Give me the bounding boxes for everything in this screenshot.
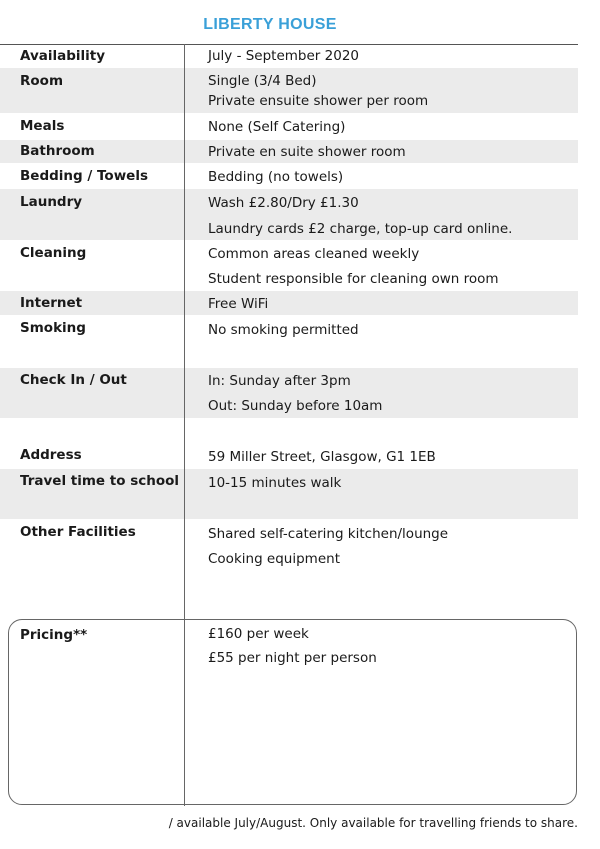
room-label: Room xyxy=(20,73,64,89)
pricing-label: Pricing** xyxy=(20,627,88,643)
meals-label: Meals xyxy=(20,118,65,134)
internet-value: Free WiFi xyxy=(208,296,269,312)
laundry-value-2: Laundry cards £2 charge, top-up card online. xyxy=(208,221,513,237)
meals-value: None (Self Catering) xyxy=(208,119,346,135)
row-cleaning xyxy=(0,240,578,291)
row-bedding xyxy=(0,163,578,189)
facilities-value-2: Cooking equipment xyxy=(208,551,340,567)
checkin-value-1: In: Sunday after 3pm xyxy=(208,373,351,389)
address-label: Address xyxy=(20,447,82,463)
row-facilities xyxy=(0,519,578,619)
facilities-label: Other Facilities xyxy=(20,524,136,540)
pricing-value-1: £160 per week xyxy=(208,626,309,642)
availability-label: Availability xyxy=(20,48,106,64)
row-bathroom xyxy=(0,140,578,163)
row-internet xyxy=(0,291,578,315)
availability-value: July - September 2020 xyxy=(208,48,359,64)
travel-value: 10-15 minutes walk xyxy=(208,475,342,491)
row-availability xyxy=(0,45,578,68)
row-address xyxy=(0,418,578,469)
cleaning-label: Cleaning xyxy=(20,245,87,261)
cleaning-value-2: Student responsible for cleaning own room xyxy=(208,271,499,287)
cleaning-value-1: Common areas cleaned weekly xyxy=(208,246,420,262)
checkin-value-2: Out: Sunday before 10am xyxy=(208,398,383,414)
internet-label: Internet xyxy=(20,295,83,311)
row-meals xyxy=(0,113,578,140)
smoking-value: No smoking permitted xyxy=(208,322,359,338)
pricing-box xyxy=(8,619,577,805)
footnote: / available July/August. Only available for travelling friends to share. xyxy=(168,816,578,830)
travel-label: Travel time to school xyxy=(20,473,180,489)
pricing-value-2: £55 per night per person xyxy=(208,650,377,666)
smoking-label: Smoking xyxy=(20,320,86,336)
checkin-label: Check In / Out xyxy=(20,372,127,388)
page-title: LIBERTY HOUSE xyxy=(203,16,337,33)
room-value-1: Single (3/4 Bed) xyxy=(208,73,317,89)
row-room xyxy=(0,68,578,113)
address-value: 59 Miller Street, Glasgow, G1 1EB xyxy=(208,449,436,465)
facilities-value-1: Shared self-catering kitchen/lounge xyxy=(208,526,449,542)
bathroom-value: Private en suite shower room xyxy=(208,144,406,160)
laundry-label: Laundry xyxy=(20,194,83,210)
room-value-2: Private ensuite shower per room xyxy=(208,93,429,109)
row-smoking xyxy=(0,315,578,368)
bedding-label: Bedding / Towels xyxy=(20,168,148,184)
row-laundry xyxy=(0,189,578,240)
bathroom-label: Bathroom xyxy=(20,143,95,159)
row-travel xyxy=(0,469,578,519)
laundry-value-1: Wash £2.80/Dry £1.30 xyxy=(208,195,359,211)
row-checkin xyxy=(0,368,578,418)
column-divider xyxy=(184,44,185,806)
bedding-value: Bedding (no towels) xyxy=(208,169,344,185)
